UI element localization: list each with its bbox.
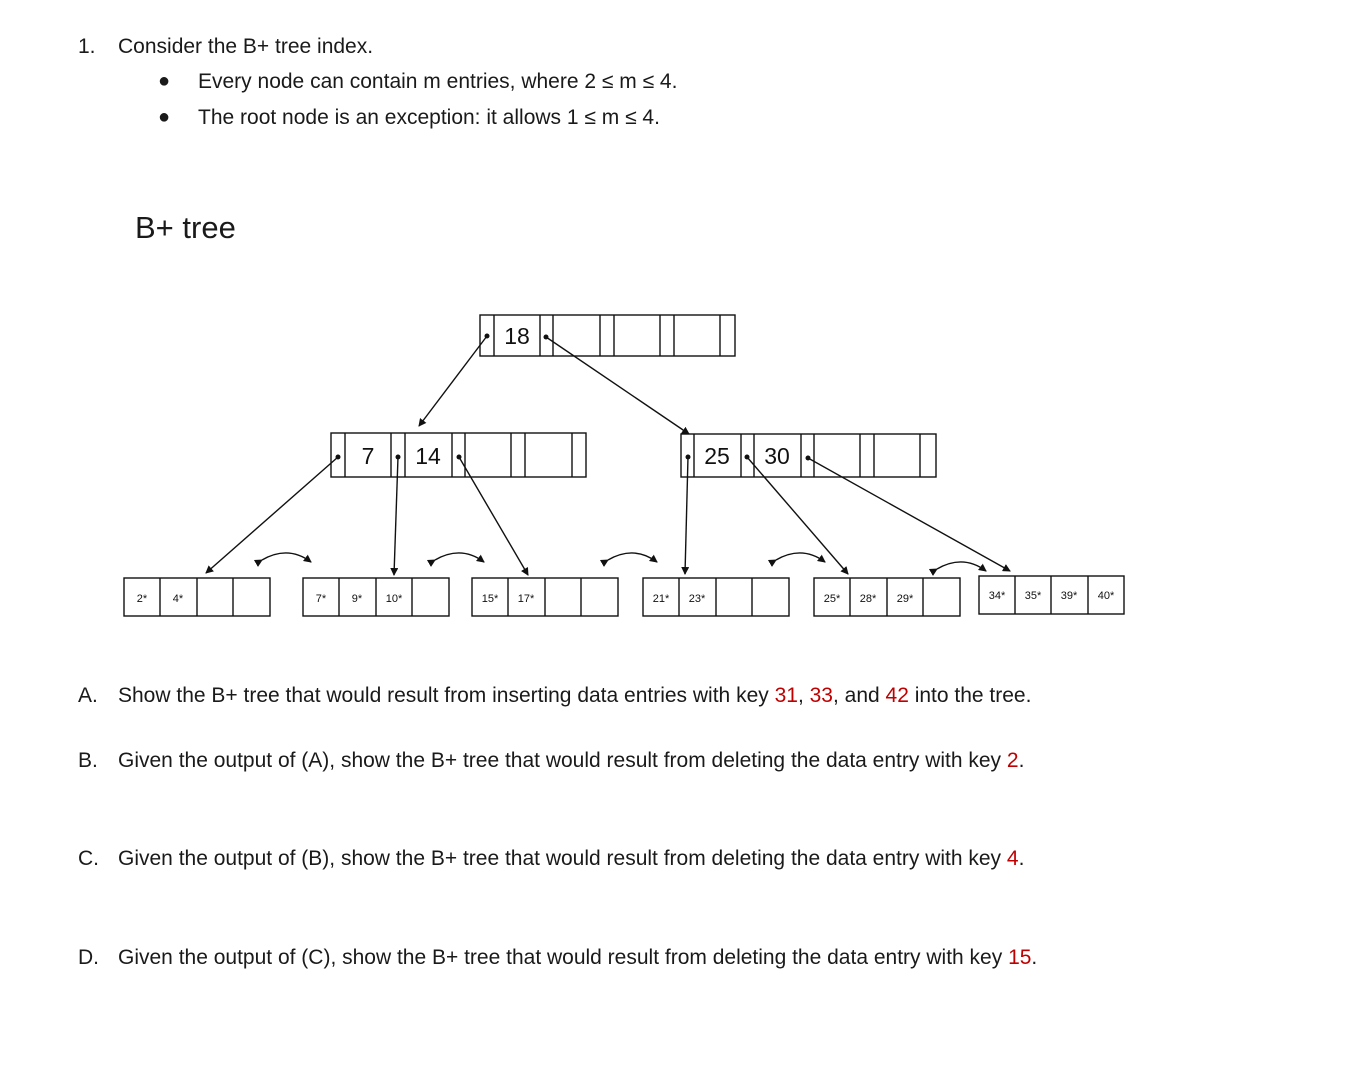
bullet-icon: ● (158, 106, 171, 128)
question-text: Consider the B+ tree index. (118, 35, 374, 58)
pointer-dot (396, 455, 401, 460)
pointer-dot (457, 455, 462, 460)
part-c-text: Given the output of (B), show the B+ tree that would result from deleting the data entry with key 4. (118, 847, 1025, 870)
constraint-bullet: The root node is an exception: it allows 1 ≤ m ≤ 4. (198, 106, 660, 129)
leaf-entry: 21* (652, 593, 670, 605)
leaf-entry: 29* (896, 593, 914, 605)
constraint-bullet: Every node can contain m entries, where 2 ≤ m ≤ 4. (198, 70, 678, 93)
key-4: 4 (1006, 847, 1019, 870)
question-number: 1. (78, 35, 96, 58)
leaf-entry: 10* (385, 593, 403, 605)
leaf-entry: 35* (1024, 590, 1042, 602)
sibling-link-arrow (608, 553, 657, 562)
part-c-letter: C. (78, 847, 99, 870)
leaf-entry: 28* (859, 593, 877, 605)
key-33: 33 (809, 684, 833, 707)
part-b-letter: B. (78, 749, 98, 772)
leaf-entry: 7* (315, 593, 327, 605)
part-d-text: Given the output of (C), show the B+ tree that would result from deleting the data entry with key 15. (118, 946, 1038, 969)
part-d-letter: D. (78, 946, 99, 969)
internal-key: 7 (361, 443, 375, 469)
leaf-entry: 40* (1097, 590, 1115, 602)
sibling-link-arrow (435, 553, 484, 562)
sibling-link-arrow (937, 562, 986, 571)
pointer-dot (806, 456, 811, 461)
key-2: 2 (1006, 749, 1019, 772)
part-b-text: Given the output of (A), show the B+ tree that would result from deleting the data entry with key 2. (118, 749, 1025, 772)
pointer-dot (544, 335, 549, 340)
internal-key: 25 (704, 443, 730, 469)
part-a-letter: A. (78, 684, 98, 707)
internal-key: 14 (415, 443, 441, 469)
key-42: 42 (885, 684, 909, 707)
internal-key: 30 (764, 443, 790, 469)
leaf-entry: 9* (351, 593, 363, 605)
sibling-link-arrow (262, 553, 311, 562)
leaf-entry: 25* (823, 593, 841, 605)
pointer-dot (336, 455, 341, 460)
bullet-icon: ● (158, 70, 171, 92)
leaf-entry: 39* (1060, 590, 1078, 602)
leaf-entry: 17* (517, 593, 535, 605)
tree-title: B+ tree (135, 210, 236, 245)
leaf-entry: 15* (481, 593, 499, 605)
pointer-arrow (419, 336, 487, 426)
leaf-entry: 23* (688, 593, 706, 605)
pointer-dot (485, 334, 490, 339)
pointer-dot (745, 455, 750, 460)
leaf-entry: 4* (172, 593, 184, 605)
sibling-link-arrow (776, 553, 825, 562)
leaf-entry: 2* (136, 593, 148, 605)
pointer-dot (686, 455, 691, 460)
part-a-text: Show the B+ tree that would result from inserting data entries with key 31, 33, and 42 into the tree. (118, 684, 1032, 707)
key-15: 15 (1008, 946, 1032, 969)
key-31: 31 (774, 684, 798, 707)
leaf-entry: 34* (988, 590, 1006, 602)
root-key: 18 (504, 323, 530, 349)
